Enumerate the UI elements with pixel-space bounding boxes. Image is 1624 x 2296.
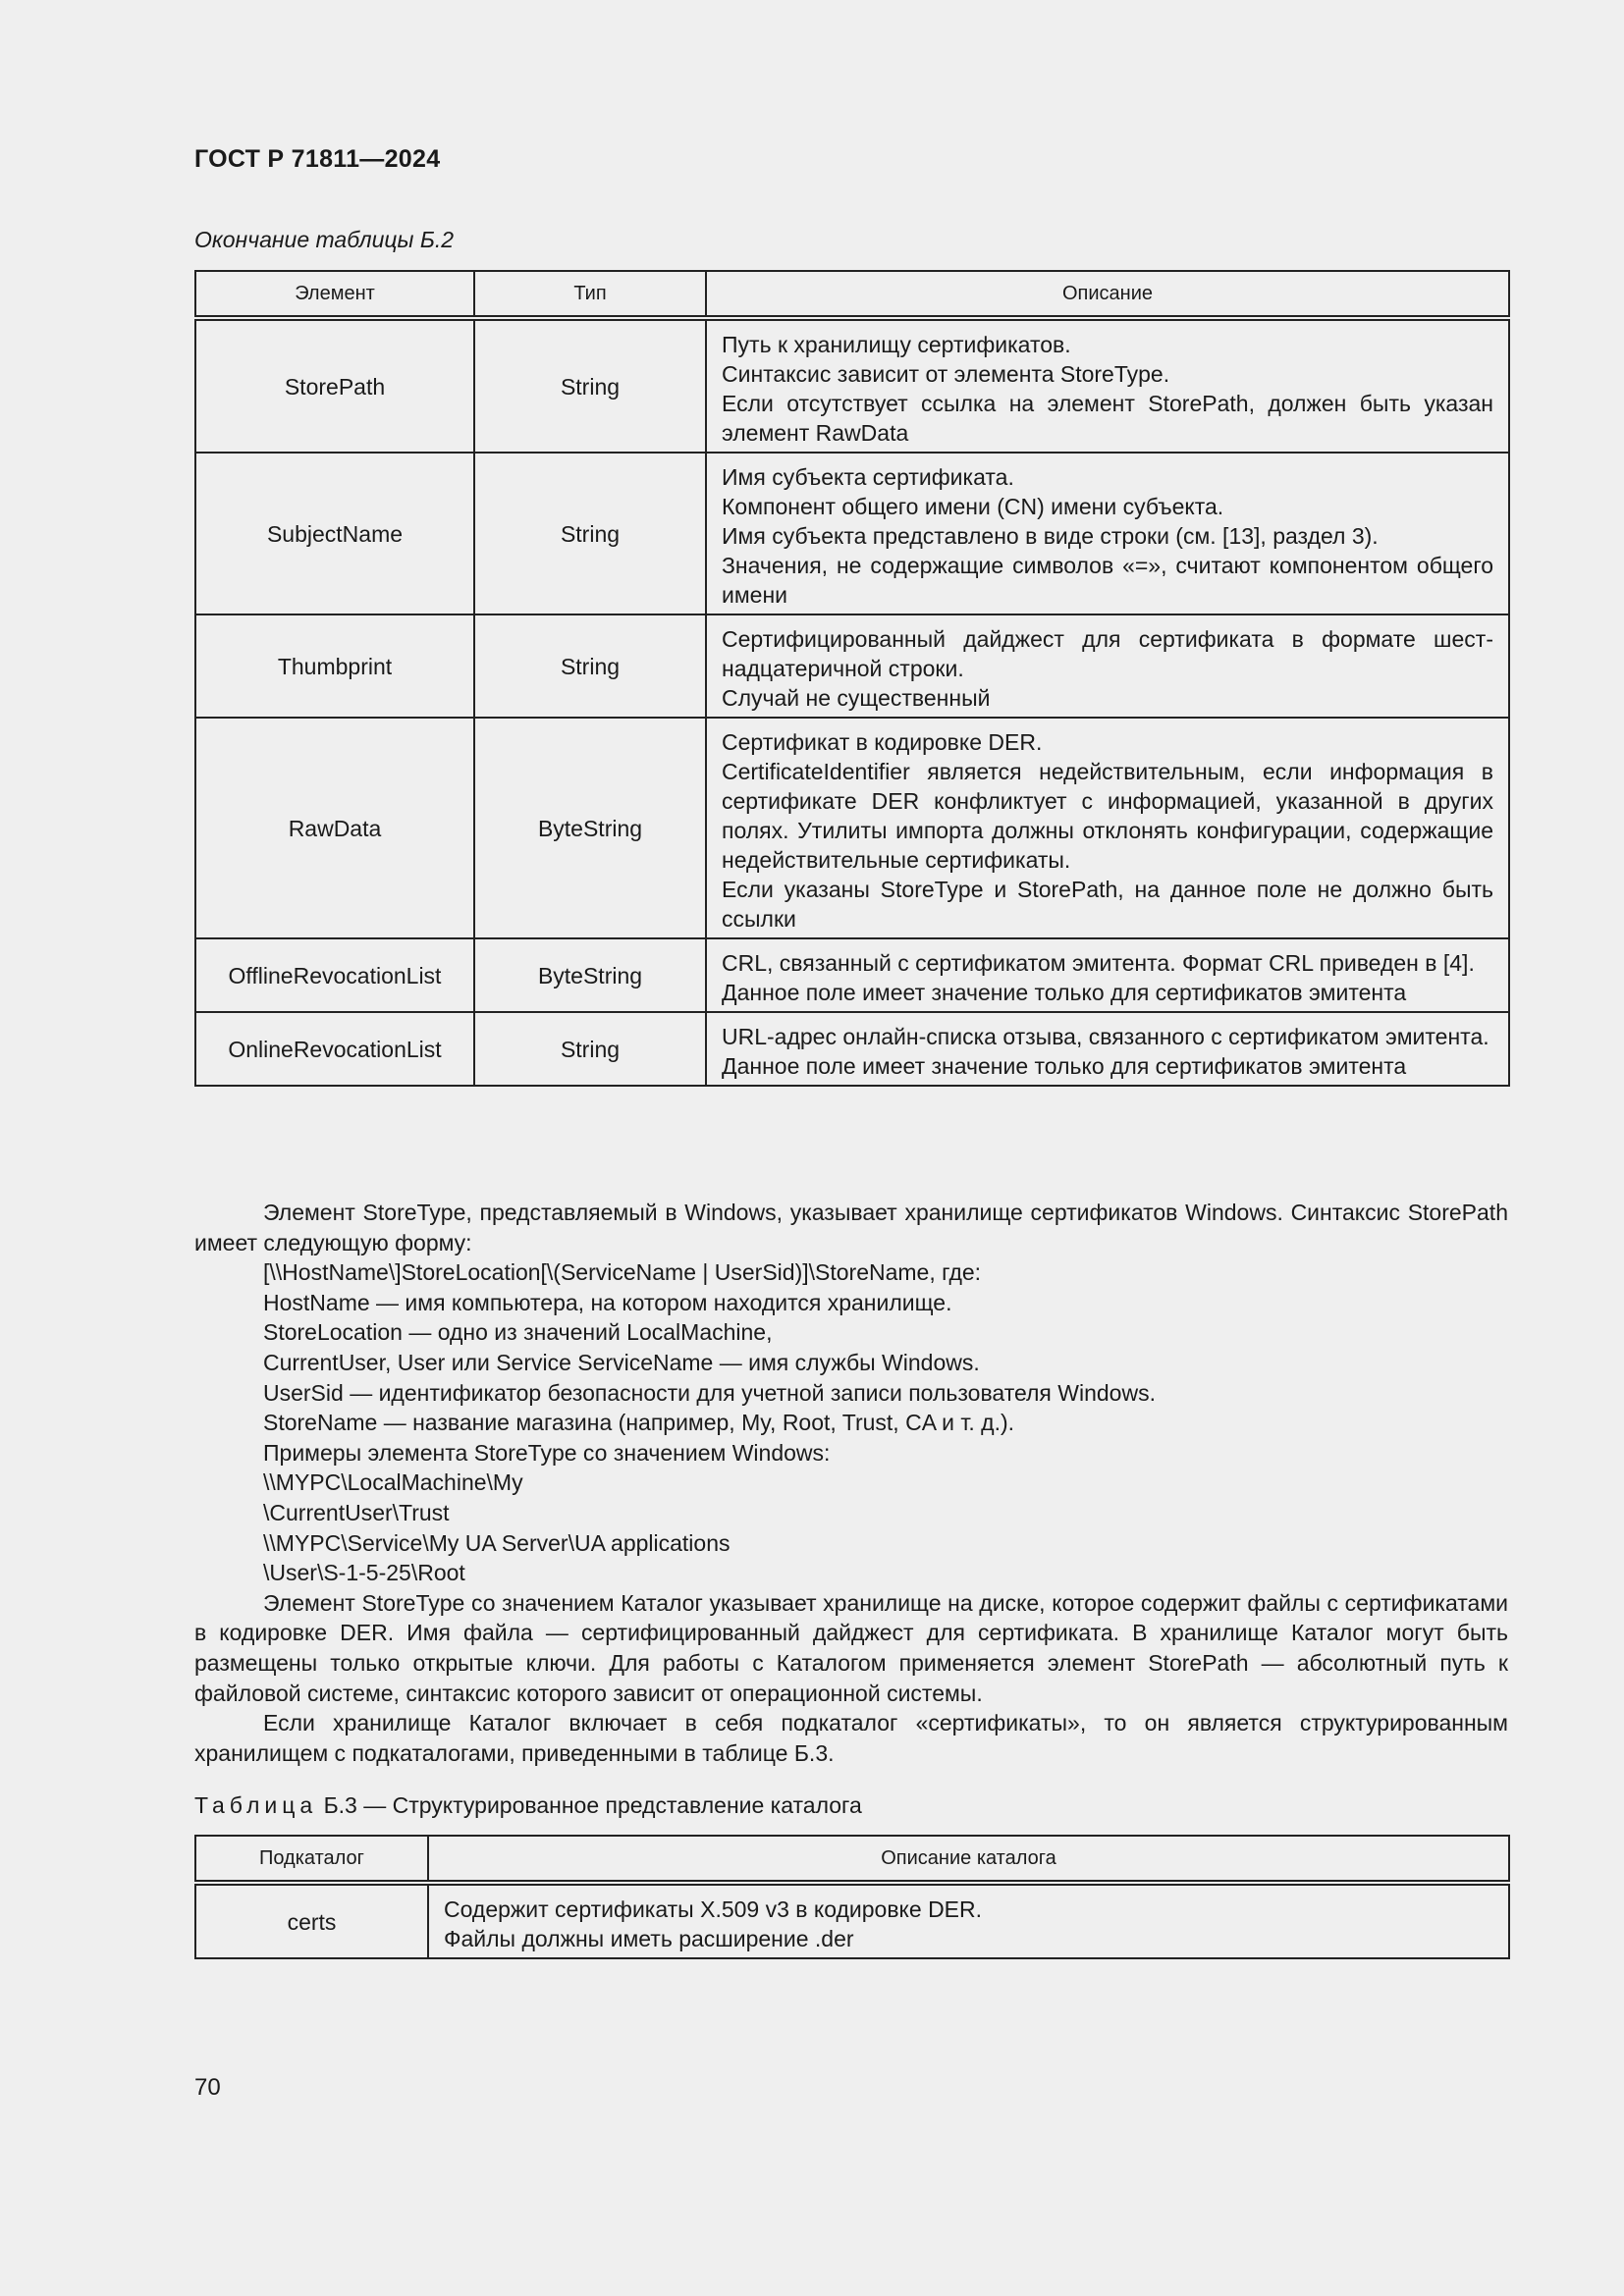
code-line: \\MYPC\LocalMachine\My	[263, 1469, 523, 1496]
column-header-directory-description: Описание каталога	[428, 1836, 1509, 1883]
table-row	[195, 718, 1509, 938]
description-cell	[706, 938, 1509, 1012]
type-cell: String	[474, 614, 706, 718]
code-line: \User\S-1-5-25\Root	[263, 1560, 465, 1586]
description-line: URL-адрес онлайн-списка отзыва, связанного с сертификатом эмитента.	[722, 1024, 1489, 1049]
table-row	[195, 318, 1509, 453]
page-number: 70	[194, 2074, 221, 2101]
table-b3-caption	[194, 1792, 862, 1819]
description-cell	[706, 614, 1509, 718]
description-cell	[706, 1012, 1509, 1086]
description-line: Содержит сертификаты X.509 v3 в кодировке DER.	[444, 1896, 983, 1922]
table-row	[195, 453, 1509, 614]
element-cell: RawData	[195, 718, 474, 938]
type-cell: ByteString	[474, 718, 706, 938]
paragraph: Элемент StoreType со значением Каталог указывает хранилище на диске, которое содержит файлы с сертификатами в кодировке DER. Имя файла — сертифицированный дайджест для сертификата. В хранилище Каталог могут быть размещены только открытые ключи. Для работы с Каталогом применяется элемент StorePath — абсолютный путь к файловой системе, синтаксис которого зависит от операционной системы.	[194, 1589, 1508, 1706]
code-line: \CurrentUser\Trust	[263, 1499, 450, 1525]
description-line: Имя субъекта представлено в виде строки (см. [13], раздел 3).	[722, 523, 1379, 549]
description-line: Имя субъекта сертификата.	[722, 464, 1014, 490]
text-line: StoreName — название магазина (например, My, Root, Trust, CA и т. д.).	[263, 1410, 1015, 1436]
description-line: Значения, не содержащие символов «=», считают компонентом общего имени	[722, 553, 1493, 608]
text-line: CurrentUser, User или Service ServiceName — имя службы Windows.	[263, 1349, 980, 1375]
body-text	[194, 1198, 1508, 1768]
table-label: Таблица	[194, 1792, 318, 1818]
type-cell: String	[474, 1012, 706, 1086]
table-b2	[194, 270, 1510, 1087]
type-cell: String	[474, 318, 706, 453]
description-cell	[706, 318, 1509, 453]
description-line: Данное поле имеет значение только для сертификатов эмитента	[722, 1053, 1407, 1079]
description-cell	[428, 1883, 1509, 1958]
element-cell: OfflineRevocationList	[195, 938, 474, 1012]
table-continuation-caption: Окончание таблицы Б.2	[194, 227, 455, 252]
description-line: Сертифицированный дайджест для сертификата в формате шестнадцатеричной строки.	[722, 626, 1493, 681]
description-line: Сертификат в кодировке DER.	[722, 729, 1043, 755]
table-row	[195, 614, 1509, 718]
text-line: HostName — имя компьютера, на котором находится хранилище.	[263, 1289, 952, 1315]
description-line: Если отсутствует ссылка на элемент StorePath, должен быть указан элемент RawData	[722, 391, 1493, 446]
column-header-element: Элемент	[195, 271, 474, 318]
element-cell: StorePath	[195, 318, 474, 453]
text-line: UserSid — идентификатор безопасности для учетной записи пользователя Windows.	[263, 1379, 1156, 1406]
text-line: Примеры элемента StoreType со значением Windows:	[263, 1439, 831, 1466]
description-line: Компонент общего имени (CN) имени субъекта.	[722, 494, 1224, 519]
description-line: Путь к хранилищу сертификатов.	[722, 332, 1071, 357]
description-line: CRL, связанный с сертификатом эмитента. Формат CRL приведен в [4].	[722, 950, 1475, 976]
element-cell: Thumbprint	[195, 614, 474, 718]
table-row	[195, 938, 1509, 1012]
type-cell: String	[474, 453, 706, 614]
subdirectory-cell: certs	[195, 1883, 428, 1958]
paragraph: Если хранилище Каталог включает в себя подкаталог «сертификаты», то он является структурированным хранилищем с подкаталогами, приведенными в таблице Б.3.	[194, 1710, 1508, 1766]
paragraph: Элемент StoreType, представляемый в Windows, указывает хранилище сертификатов Windows. Синтаксис StorePath имеет следующую форму:	[194, 1200, 1508, 1255]
description-line: Если указаны StoreType и StorePath, на данное поле не должно быть ссылки	[722, 877, 1493, 932]
table-title: Б.3 — Структурированное представление каталога	[323, 1792, 862, 1818]
description-line: Файлы должны иметь расширение .der	[444, 1926, 854, 1951]
table-row	[195, 1883, 1509, 1958]
text-line: StoreLocation — одно из значений LocalMachine,	[263, 1319, 773, 1346]
table-row	[195, 1012, 1509, 1086]
description-line: Данное поле имеет значение только для сертификатов эмитента	[722, 980, 1407, 1005]
type-cell: ByteString	[474, 938, 706, 1012]
description-line: Синтаксис зависит от элемента StoreType.	[722, 361, 1170, 387]
element-cell: OnlineRevocationList	[195, 1012, 474, 1086]
element-cell: SubjectName	[195, 453, 474, 614]
description-cell	[706, 718, 1509, 938]
table-b3	[194, 1835, 1510, 1959]
column-header-type: Тип	[474, 271, 706, 318]
description-cell	[706, 453, 1509, 614]
document-header: ГОСТ Р 71811—2024	[194, 145, 441, 173]
text-line: [\\HostName\]StoreLocation[\(ServiceName | UserSid)]\StoreName, где:	[263, 1259, 982, 1286]
code-line: \\MYPC\Service\My UA Server\UA applications	[263, 1529, 731, 1556]
table-header-row	[195, 271, 1509, 318]
description-line: Случай не существенный	[722, 685, 991, 711]
description-line: CertificateIdentifier является недействительным, если информация в сертификате DER конфликтует с информацией, указанной в других полях. Утилиты импорта должны отклонять конфигурации, содержащие недействительные сертификаты.	[722, 759, 1493, 873]
column-header-subdirectory: Подкаталог	[195, 1836, 428, 1883]
column-header-description: Описание	[706, 271, 1509, 318]
table-header-row	[195, 1836, 1509, 1883]
